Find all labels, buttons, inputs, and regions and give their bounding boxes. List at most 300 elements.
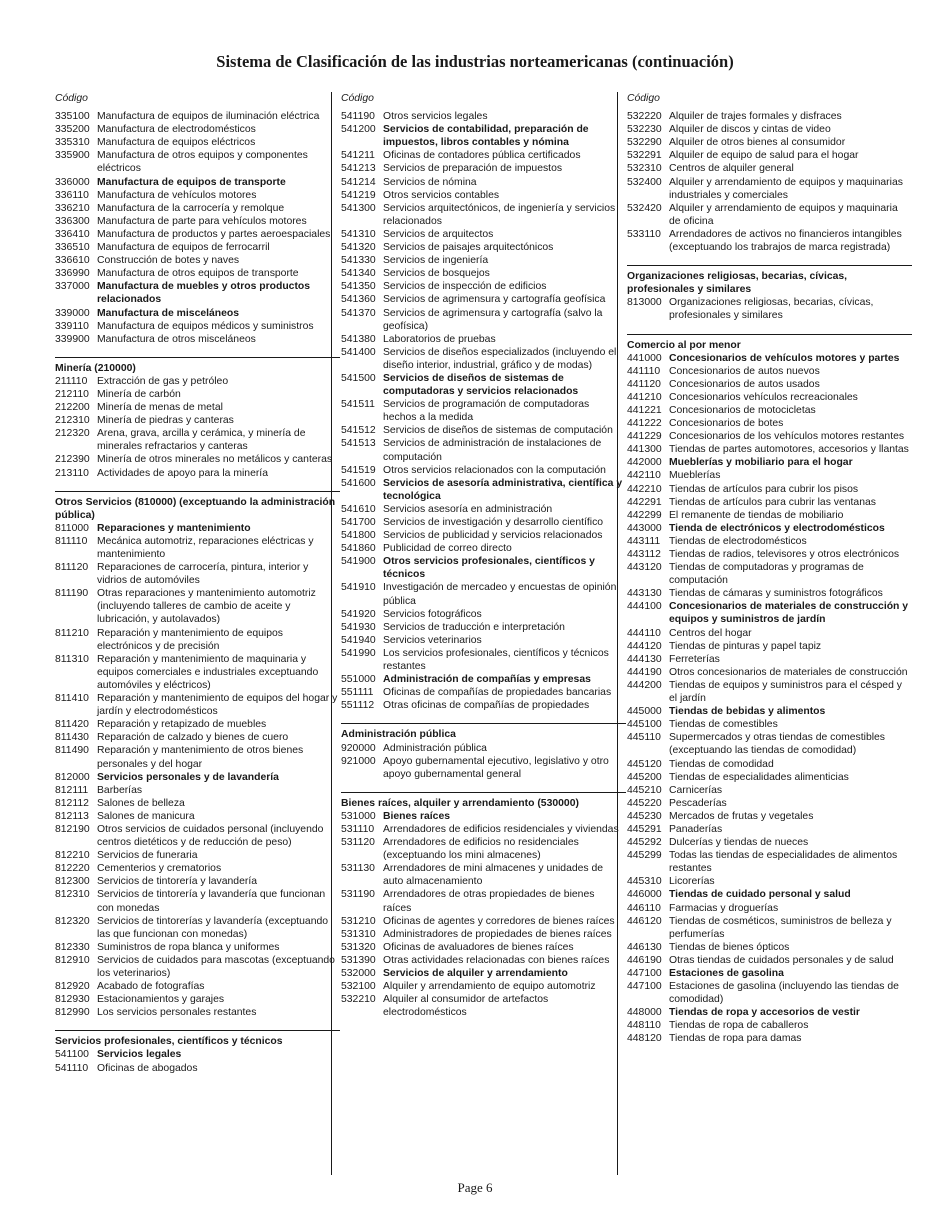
industry-code: 811110 [55, 535, 88, 547]
code-row [341, 189, 626, 202]
section-heading: Servicios profesionales, científicos y técnicos [55, 1036, 283, 1048]
industry-code: 445210 [627, 784, 662, 796]
industry-description: Servicios legales [97, 1049, 182, 1061]
industry-description: Servicios personales y de lavandería [97, 771, 279, 783]
industry-code: 812111 [55, 784, 89, 796]
section [627, 334, 912, 1046]
industry-code: 532210 [341, 994, 376, 1006]
industry-code: 541940 [341, 634, 376, 646]
industry-code: 336510 [55, 242, 90, 254]
industry-code: 441120 [627, 378, 661, 390]
code-row [341, 424, 626, 437]
industry-description: Manufactura de productos y partes aeroespaciales [97, 228, 331, 240]
code-row [341, 555, 626, 581]
code-row [55, 176, 340, 189]
industry-description: Servicios de cuidados para mascotas (exceptuando los veterinarios) [97, 954, 335, 979]
code-row [341, 810, 626, 823]
industry-description: Extracción de gas y petróleo [97, 375, 229, 387]
code-row [341, 307, 626, 333]
industry-code: 336210 [55, 202, 90, 214]
industry-description: Arrendadores de edificios no residenciales (exceptuando los mini almacenes) [383, 837, 579, 862]
industry-description: Carnicerías [669, 784, 723, 796]
industry-code: 532310 [627, 163, 662, 175]
code-row [341, 862, 626, 888]
code-row [55, 797, 340, 810]
industry-code: 339000 [55, 307, 90, 319]
industry-code: 811190 [55, 588, 89, 600]
industry-code: 812190 [55, 823, 90, 835]
industry-description: Administradores de propiedades de bienes raíces [383, 928, 612, 940]
industry-description: Minería de menas de metal [97, 402, 223, 414]
code-row [627, 561, 912, 587]
industry-description: Concesionarios de materiales de construcción y equipos y suministros de jardín [669, 601, 909, 626]
industry-code: 811430 [55, 732, 89, 744]
industry-description: Servicios de investigación y desarrollo científico [383, 517, 604, 528]
code-row [627, 430, 912, 443]
industry-code: 446190 [627, 954, 662, 966]
code-row [341, 437, 626, 463]
industry-code: 811210 [55, 627, 89, 639]
industry-code: 445110 [627, 732, 661, 744]
industry-code: 445230 [627, 810, 662, 822]
industry-code: 541900 [341, 556, 376, 568]
column-2 [341, 92, 626, 1019]
industry-description: Oficinas de agentes y corredores de bienes raíces [383, 915, 615, 927]
industry-description: Alquiler y arrendamiento de equipos y maquinaria de oficina [669, 202, 898, 227]
industry-description: Pescaderías [669, 797, 727, 809]
industry-code: 441222 [627, 418, 662, 430]
industry-description: Mueblerías [669, 470, 721, 482]
industry-description: Concesionarios de motocicletas [669, 404, 816, 416]
industry-description: Servicios de programación de computadoras hechos a la medida [383, 399, 590, 424]
industry-code: 441110 [627, 365, 661, 377]
industry-description: Otros servicios contables [383, 189, 500, 201]
industry-code: 812220 [55, 863, 90, 875]
section-heading: Minería (210000) [55, 362, 136, 374]
code-row [341, 888, 626, 914]
code-row [627, 771, 912, 784]
code-row [627, 587, 912, 600]
code-row [55, 718, 340, 731]
industry-code: 541990 [341, 647, 376, 659]
industry-description: Salones de belleza [97, 797, 185, 809]
industry-code: 811410 [55, 693, 89, 705]
code-row [627, 888, 912, 901]
industry-description: Tiendas de cuidado personal y salud [669, 889, 851, 901]
section [627, 265, 912, 322]
industry-description: Manufactura de la carrocería y remolque [97, 202, 285, 214]
industry-code: 541340 [341, 268, 376, 280]
industry-code: 541860 [341, 543, 376, 555]
section [341, 792, 626, 1020]
industry-description: Tienda de electrónicos y electrodomésticos [669, 522, 885, 534]
code-row [627, 228, 912, 254]
industry-code: 442291 [627, 496, 662, 508]
industry-description: Estaciones de gasolina [669, 968, 784, 979]
section-heading: Otros Servicios (810000) (exceptuando la administración pública) [55, 496, 336, 521]
industry-code: 541511 [341, 399, 375, 411]
industry-description: Servicios de diseños de sistemas de computadoras y servicios relacionados [383, 372, 579, 398]
code-row [341, 149, 626, 162]
code-row [55, 149, 340, 175]
code-row [341, 742, 626, 755]
industry-description: Bienes raíces [383, 810, 451, 822]
code-row [341, 993, 626, 1019]
industry-description: Manufactura de otros equipos de transporte [97, 268, 299, 280]
code-row [55, 810, 340, 823]
codigo-header: Código [627, 93, 660, 104]
code-row [627, 110, 912, 123]
industry-code: 531390 [341, 954, 376, 966]
industry-code: 541380 [341, 333, 376, 345]
industry-description: Oficinas de compañías de propiedades bancarias [383, 687, 612, 699]
industry-description: Servicios asesoría en administración [383, 503, 553, 515]
industry-description: Servicios arquitectónicos, de ingeniería y servicios relacionados [383, 202, 616, 227]
code-row [341, 823, 626, 836]
code-row [341, 110, 626, 123]
industry-code: 445310 [627, 876, 662, 888]
industry-description: Otros servicios relacionados con la computación [383, 464, 606, 476]
code-row [341, 398, 626, 424]
industry-description: Todas las tiendas de especialidades de alimentos restantes [669, 850, 898, 875]
industry-description: Arena, grava, arcilla y cerámica, y minería de minerales refractarios y canteras [97, 428, 306, 453]
industry-code: 541800 [341, 530, 376, 542]
code-row [55, 267, 340, 280]
industry-code: 921000 [341, 755, 376, 767]
industry-description: Suministros de ropa blanca y uniformes [97, 941, 280, 953]
industry-code: 812000 [55, 771, 90, 783]
industry-code: 551000 [341, 674, 376, 686]
codigo-header: Código [341, 93, 374, 104]
code-row [627, 176, 912, 202]
code-row [55, 587, 340, 626]
industry-description: Supermercados y otras tiendas de comestibles (exceptuando las tiendas de comodidad) [669, 732, 886, 757]
industry-code: 211110 [55, 375, 88, 387]
industry-description: Concesionarios de autos nuevos [669, 365, 820, 377]
industry-code: 531120 [341, 837, 375, 849]
industry-code: 541610 [341, 503, 376, 515]
code-row [627, 941, 912, 954]
industry-code: 541400 [341, 346, 376, 358]
industry-code: 443120 [627, 562, 662, 574]
industry-description: Manufactura de equipos de iluminación eléctrica [97, 111, 320, 123]
industry-description: Salones de manicura [97, 810, 195, 822]
industry-code: 442000 [627, 457, 662, 469]
code-row [341, 280, 626, 293]
industry-description: Servicios de traducción e interpretación [383, 621, 565, 633]
industry-description: Otras tiendas de cuidados personales y de salud [669, 954, 894, 966]
code-row [627, 378, 912, 391]
code-row [341, 755, 626, 781]
code-row [627, 535, 912, 548]
industry-code: 541920 [341, 608, 376, 620]
industry-code: 812113 [55, 810, 89, 822]
code-row [341, 241, 626, 254]
industry-description: Reparación y retapizado de muebles [97, 719, 267, 731]
code-row [627, 352, 912, 365]
industry-code: 441300 [627, 444, 662, 456]
industry-code: 336610 [55, 255, 90, 267]
code-row [627, 443, 912, 456]
industry-code: 541200 [341, 124, 376, 136]
industry-description: Reparaciones de carrocería, pintura, interior y vidrios de automóviles [97, 562, 309, 587]
industry-description: Actividades de apoyo para la minería [97, 467, 268, 479]
section-heading: Bienes raíces, alquiler y arrendamiento (530000) [341, 797, 579, 809]
industry-description: Servicios de tintorerías y lavandería (exceptuando las que funcionan con monedas) [97, 915, 329, 940]
section [55, 357, 340, 480]
section [627, 110, 912, 254]
code-row [341, 228, 626, 241]
industry-code: 541213 [341, 163, 376, 175]
code-row [55, 228, 340, 241]
code-row [55, 401, 340, 414]
industry-code: 213110 [55, 467, 89, 479]
code-row [341, 581, 626, 607]
code-row [55, 375, 340, 388]
industry-code: 212310 [55, 415, 90, 427]
industry-code: 339900 [55, 333, 90, 345]
industry-description: Mueblerías y mobiliario para el hogar [669, 457, 853, 469]
industry-code: 443130 [627, 588, 662, 600]
code-row [55, 307, 340, 320]
section-heading: Organizaciones religiosas, becarias, cívicas, profesionales y similares [627, 271, 848, 296]
code-row [627, 980, 912, 1006]
industry-code: 447100 [627, 968, 662, 979]
industry-description: Tiendas de especialidades alimenticias [669, 771, 849, 783]
industry-description: Farmacias y droguerías [669, 902, 779, 914]
industry-code: 531000 [341, 810, 376, 822]
industry-code: 447100 [627, 981, 662, 993]
code-row [55, 875, 340, 888]
column-3 [627, 92, 912, 1046]
industry-code: 336110 [55, 189, 89, 201]
page-number: Page 6 [457, 1180, 493, 1195]
code-row [627, 600, 912, 626]
industry-code: 335200 [55, 124, 90, 136]
industry-description: Apoyo gubernamental ejecutivo, legislativo y otro apoyo gubernamental general [383, 755, 609, 780]
industry-description: Oficinas de avaluadores de bienes raíces [383, 941, 574, 953]
code-row [627, 797, 912, 810]
code-row [55, 467, 340, 480]
industry-code: 531320 [341, 941, 376, 953]
code-row [341, 686, 626, 699]
industry-description: Arrendadores de mini almacenes y unidades de auto almacenamiento [383, 863, 604, 888]
industry-code: 445220 [627, 797, 662, 809]
industry-description: Manufactura de vehículos motores [97, 189, 257, 201]
code-row [55, 980, 340, 993]
industry-code: 811120 [55, 562, 89, 574]
industry-code: 532230 [627, 124, 662, 136]
industry-description: Panaderías [669, 823, 723, 835]
industry-description: Tiendas de ropa para damas [669, 1033, 802, 1045]
code-row [627, 417, 912, 430]
industry-description: Servicios de diseños especializados (incluyendo el diseño interior, industrial, gráfico y de modas) [383, 346, 617, 371]
industry-description: Reparación y mantenimiento de equipos del hogar y jardín y electrodomésticos [97, 693, 338, 718]
code-row [627, 849, 912, 875]
industry-code: 445200 [627, 771, 662, 783]
industry-code: 920000 [341, 742, 376, 754]
industry-description: Tiendas de cosméticos, suministros de belleza y perfumerías [669, 915, 892, 940]
industry-description: Alquiler de equipo de salud para el hogar [669, 150, 859, 162]
code-row [341, 464, 626, 477]
industry-description: Alquiler al consumidor de artefactos electrodomésticos [383, 994, 549, 1019]
code-row [55, 136, 340, 149]
industry-code: 541310 [341, 228, 376, 240]
industry-description: Otros servicios legales [383, 111, 488, 123]
industry-code: 811000 [55, 522, 89, 534]
section [55, 110, 340, 346]
section [55, 491, 340, 1020]
industry-description: Tiendas de pinturas y papel tapiz [669, 640, 822, 652]
industry-code: 448000 [627, 1007, 662, 1019]
industry-code: 336410 [55, 228, 90, 240]
industry-description: Arrendadores de activos no financieros intangibles (exceptuando los trabrajos de marca registrada) [669, 228, 902, 254]
code-row [341, 647, 626, 673]
industry-code: 445299 [627, 850, 662, 862]
code-row [55, 653, 340, 692]
industry-code: 448120 [627, 1033, 662, 1045]
code-row [55, 561, 340, 587]
industry-description: Estacionamientos y garajes [97, 994, 225, 1006]
industry-code: 446000 [627, 889, 662, 901]
industry-description: Cementerios y crematorios [97, 863, 222, 875]
industry-code: 541300 [341, 202, 376, 214]
industry-code: 444190 [627, 666, 662, 678]
industry-description: Manufactura de equipos eléctricos [97, 137, 256, 149]
industry-code: 541330 [341, 255, 376, 267]
code-row [55, 784, 340, 797]
industry-code: 532100 [341, 981, 376, 993]
industry-description: Acabado de fotografías [97, 981, 205, 993]
industry-code: 541320 [341, 242, 376, 254]
industry-code: 812330 [55, 941, 90, 953]
industry-description: Tiendas de bienes ópticos [669, 941, 790, 953]
industry-description: Concesionarios de autos usados [669, 378, 820, 390]
industry-code: 551112 [341, 700, 375, 712]
industry-code: 446130 [627, 941, 662, 953]
code-row [341, 941, 626, 954]
industry-code: 335310 [55, 137, 90, 149]
industry-code: 541512 [341, 425, 376, 437]
industry-description: Los servicios profesionales, científicos y técnicos restantes [383, 647, 609, 673]
industry-description: Otros concesionarios de materiales de construcción [669, 666, 908, 678]
code-row [55, 215, 340, 228]
industry-description: Servicios de nómina [383, 176, 477, 188]
industry-description: Alquiler de trajes formales y disfraces [669, 111, 842, 123]
industry-description: Minería de otros minerales no metálicos y canteras [97, 454, 333, 466]
industry-code: 541600 [341, 477, 376, 489]
code-row [55, 1048, 340, 1061]
section-heading: Comercio al por menor [627, 339, 741, 351]
code-row [341, 621, 626, 634]
industry-code: 442299 [627, 509, 662, 521]
industry-description: Reparación y mantenimiento de equipos electrónicos y de precisión [97, 627, 283, 652]
industry-code: 812990 [55, 1007, 90, 1019]
code-row [627, 1019, 912, 1032]
industry-code: 541930 [341, 621, 376, 633]
code-row [627, 469, 912, 482]
code-row [627, 836, 912, 849]
code-row [55, 388, 340, 401]
industry-description: Centros del hogar [669, 627, 752, 639]
industry-description: Reparaciones y mantenimiento [97, 522, 251, 534]
code-row [341, 267, 626, 280]
industry-code: 812920 [55, 981, 90, 993]
industry-code: 541360 [341, 294, 376, 306]
industry-code: 532400 [627, 176, 662, 188]
code-row [341, 293, 626, 306]
industry-code: 541500 [341, 372, 376, 384]
industry-code: 541370 [341, 307, 376, 319]
code-row [627, 149, 912, 162]
industry-code: 441221 [627, 404, 662, 416]
industry-code: 446110 [627, 902, 661, 914]
industry-description: Servicios de administración de instalaciones de computación [383, 438, 602, 463]
industry-code: 444200 [627, 679, 662, 691]
code-row [341, 699, 626, 712]
code-row [341, 372, 626, 398]
industry-code: 531130 [341, 863, 375, 875]
code-row [55, 189, 340, 202]
code-row [341, 954, 626, 967]
industry-description: Otras actividades relacionadas con bienes raíces [383, 954, 610, 966]
industry-description: Servicios de agrimensura y cartografía geofísica [383, 294, 606, 306]
code-row [55, 241, 340, 254]
code-row [341, 333, 626, 346]
section [341, 723, 626, 780]
code-row [627, 640, 912, 653]
industry-code: 337000 [55, 281, 90, 293]
industry-description: Arrendadores de otras propiedades de bienes raíces [383, 889, 595, 914]
code-row [341, 928, 626, 941]
industry-description: Dulcerías y tiendas de nueces [669, 837, 809, 849]
industry-code: 541211 [341, 150, 375, 162]
industry-code: 339110 [55, 320, 89, 332]
code-row [341, 503, 626, 516]
industry-description: Tiendas de ropa de caballeros [669, 1020, 809, 1032]
code-row [627, 784, 912, 797]
code-row [55, 771, 340, 784]
code-row [55, 453, 340, 466]
code-row [55, 915, 340, 941]
industry-description: Minería de carbón [97, 388, 181, 400]
industry-code: 811420 [55, 719, 89, 731]
industry-description: Tiendas de electrodomésticos [669, 535, 807, 547]
code-row [341, 980, 626, 993]
code-row [341, 529, 626, 542]
industry-description: Manufactura de electrodomésticos [97, 124, 256, 136]
industry-code: 812112 [55, 797, 89, 809]
industry-code: 212390 [55, 454, 90, 466]
industry-description: Servicios de ingeniería [383, 255, 489, 267]
code-row [341, 123, 626, 149]
code-row [55, 110, 340, 123]
section [341, 110, 626, 712]
industry-code: 442110 [627, 470, 661, 482]
industry-code: 531210 [341, 915, 376, 927]
code-row [627, 902, 912, 915]
code-row [341, 346, 626, 372]
industry-description: Publicidad de correo directo [383, 543, 512, 555]
industry-code: 445292 [627, 837, 662, 849]
industry-description: Mercados de frutas y vegetales [669, 810, 814, 822]
industry-code: 443000 [627, 522, 662, 534]
industry-description: Concesionarios de botes [669, 418, 784, 430]
code-row [55, 1006, 340, 1019]
code-row [55, 427, 340, 453]
industry-code: 335100 [55, 111, 90, 123]
industry-description: Manufactura de otros equipos y componentes eléctricos [97, 150, 308, 175]
